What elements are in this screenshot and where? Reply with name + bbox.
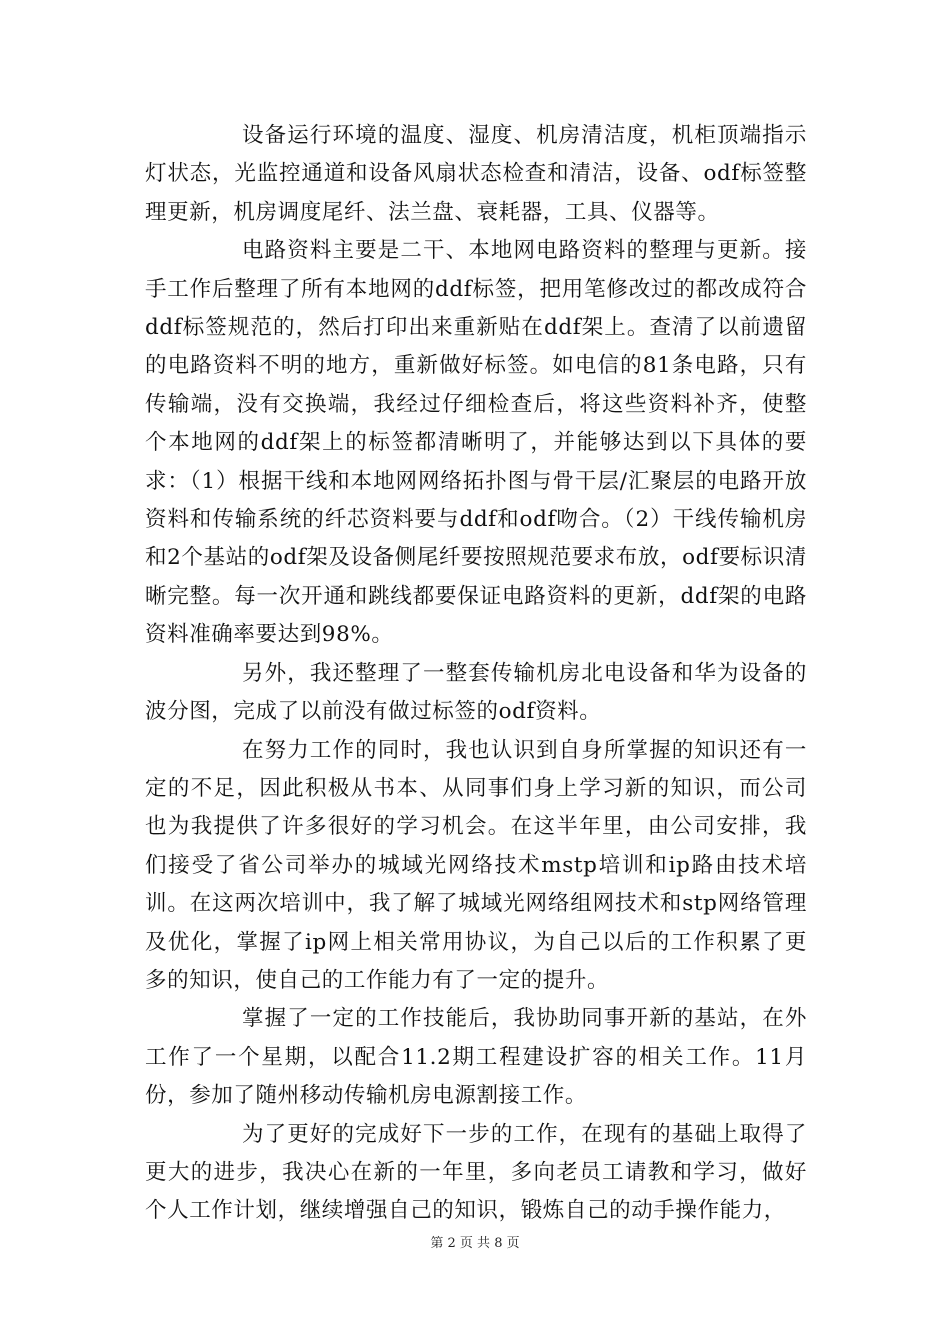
paragraph-base-station: 掌握了一定的工作技能后，我协助同事开新的基站，在外工作了一个星期，以配合11.2期工程建设扩容的相关工作。11月份，参加了随州移动传输机房电源割接工作。 — [145, 1006, 807, 1109]
paragraph-equipment-check: 设备运行环境的温度、湿度、机房清洁度，机柜顶端指示灯状态，光监控通道和设备风扇状态检查和清洁，设备、odf标签整理更新，机房调度尾纤、法兰盘、衰耗器，工具、仪器等。 — [145, 123, 807, 225]
paragraph-wavelength-map: 另外，我还整理了一整套传输机房北电设备和华为设备的波分图，完成了以前没有做过标签的odf资料。 — [145, 660, 807, 725]
paragraph-circuit-data: 电路资料主要是二干、本地网电路资料的整理与更新。接手工作后整理了所有本地网的ddf标签，把用笔修改过的都改成符合ddf标签规范的，然后打印出来重新贴在ddf架上。查清了以前遗留的电路资料不明的地方，重新做好标签。如电信的81条电路，只有传输端，没有交换端，我经过仔细检查后，将这些资料补齐，使整个本地网的ddf架上的标签都清晰明了，并能够达到以下具体的要求：（1）根据干线和本地网网络拓扑图与骨干层/汇聚层的电路开放资料和传输系统的纤芯资料要与ddf和odf吻合。（2）干线传输机房和2个基站的odf架及设备侧尾纤要按照规范要求布放，odf要标识清晰完整。每一次开通和跳线都要保证电路资料的更新，ddf架的电路资料准确率要达到98%。 — [145, 238, 807, 648]
page-number-footer: 第 2 页 共 8 页 — [430, 1236, 520, 1251]
paragraph-future-plan: 为了更好的完成好下一步的工作，在现有的基础上取得了更大的进步，我决心在新的一年里，多向老员工请教和学习，做好个人工作计划，继续增强自己的知识，锻炼自己的动手操作能力， — [145, 1121, 807, 1224]
document-body — [145, 117, 807, 1231]
paragraph-training: 在努力工作的同时，我也认识到自身所掌握的知识还有一定的不足，因此积极从书本、从同事们身上学习新的知识，而公司也为我提供了许多很好的学习机会。在这半年里，由公司安排，我们接受了省公司举办的城域光网络技术mstp培训和ip路由技术培训。在这两次培训中，我了解了城域光网络组网技术和stp网络管理及优化，掌握了ip网上相关常用协议，为自己以后的工作积累了更多的知识，使自己的工作能力有了一定的提升。 — [145, 737, 807, 993]
